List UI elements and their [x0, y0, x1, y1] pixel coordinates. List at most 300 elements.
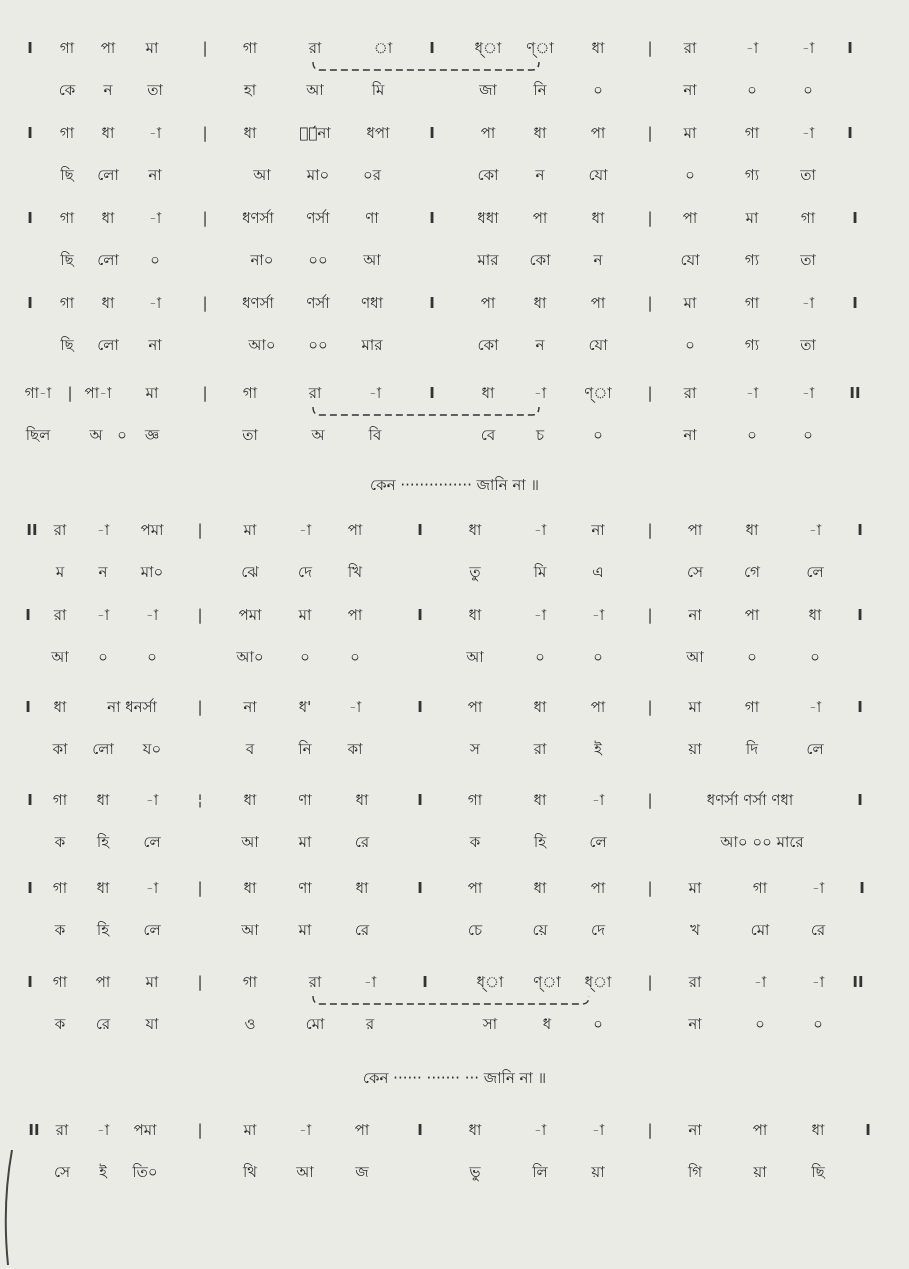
slur-mark [312, 60, 540, 79]
bar-line: | [647, 521, 653, 539]
lyric-syllable: ই [594, 740, 602, 758]
lyric-syllable: ০ [535, 648, 545, 666]
bar-line: | [647, 973, 653, 991]
lyric-syllable: ধ [542, 1015, 552, 1033]
sargam-note: পা [590, 879, 606, 897]
sargam-note: পমা [140, 521, 164, 539]
sargam-note: পা [480, 294, 496, 312]
slur-mark [312, 994, 590, 1013]
sargam-note: মা [683, 294, 697, 312]
lyric-syllable: কো [477, 166, 499, 184]
lyric-syllable: ব [245, 740, 255, 758]
lyric-syllable: আ০ ০০ মারে [720, 833, 804, 851]
refrain-line: কেন ······ ······· ··· জানি না ॥ [362, 1069, 547, 1087]
lyric-syllable: ০ [593, 648, 603, 666]
lyric-syllable: ছি [60, 336, 74, 354]
sargam-note: ধা [591, 209, 605, 227]
sargam-note: ণ্া [533, 973, 561, 991]
lyric-syllable: ০ [685, 166, 695, 184]
lyric-syllable: মো [750, 921, 770, 939]
sargam-note: গা [242, 384, 258, 402]
lyric-syllable: রে [354, 833, 370, 851]
sargam-note: -া [363, 973, 377, 991]
lyric-syllable: ০ [147, 648, 157, 666]
lyric-syllable: কো [529, 251, 551, 269]
lyric-syllable: থি [242, 1163, 258, 1181]
sargam-note: -া [148, 294, 162, 312]
sargam-note: ধা [101, 294, 115, 312]
sargam-note: -া [145, 791, 159, 809]
lyric-syllable: খ [690, 921, 700, 939]
sargam-note: মা [243, 521, 257, 539]
sargam-note: -া [298, 521, 312, 539]
lyric-syllable: না [688, 1015, 702, 1033]
lyric-syllable: না [148, 336, 162, 354]
sargam-note: ণা [365, 209, 379, 227]
lyric-syllable: ০ [150, 251, 160, 269]
lyric-syllable: ০ [685, 336, 695, 354]
sargam-note: -া [348, 698, 362, 716]
sargam-note: ধণর্সা [242, 209, 274, 227]
bar-line: I [27, 973, 33, 991]
sargam-note: রা [55, 1121, 69, 1139]
sargam-note: পমা [238, 606, 262, 624]
lyric-syllable: ন [103, 81, 113, 99]
bar-line: I [27, 791, 33, 809]
bar-line: | [197, 698, 203, 716]
bar-line: I [857, 698, 863, 716]
bar-line: | [647, 606, 653, 624]
lyric-syllable: গে [744, 563, 760, 581]
sargam-note: -া [808, 698, 822, 716]
sargam-note: গা [744, 294, 760, 312]
sargam-note: গা [467, 791, 483, 809]
lyric-syllable: নি [298, 740, 312, 758]
lyric-syllable: ছি [60, 166, 74, 184]
lyric-syllable: বে [480, 426, 496, 444]
lyric-syllable: লে [589, 833, 607, 851]
bar-line: I [847, 124, 853, 142]
bar-line: I [417, 791, 423, 809]
lyric-syllable: লে [806, 563, 824, 581]
bar-line: I [27, 879, 33, 897]
lyric-syllable: ০০ [308, 336, 328, 354]
lyric-syllable: হি [96, 833, 110, 851]
sargam-note: -া [145, 879, 159, 897]
sargam-note: ণ্া [584, 384, 612, 402]
lyric-syllable: ন [535, 336, 545, 354]
sargam-note: সা́না [299, 124, 331, 142]
sargam-note: গা [800, 209, 816, 227]
lyric-syllable: মা০ [140, 563, 164, 581]
sargam-note: ধণর্সা [242, 294, 274, 312]
bar-line: | [197, 521, 203, 539]
lyric-syllable: গ্য [744, 336, 760, 354]
sargam-note: গা [744, 698, 760, 716]
sargam-note: ধা [533, 124, 547, 142]
sargam-note: ধা [808, 606, 822, 624]
lyric-syllable: ক [54, 921, 66, 939]
lyric-syllable: তু [469, 563, 481, 581]
sargam-note: ণর্সা [306, 294, 330, 312]
sargam-note: ধণর্সা ণর্সা ণধা [706, 791, 794, 809]
lyric-syllable: লে [143, 833, 161, 851]
sargam-note: -া [801, 124, 815, 142]
bar-line: | [202, 384, 208, 402]
lyric-syllable: লো [97, 251, 119, 269]
sargam-note: না [688, 1121, 702, 1139]
lyric-syllable: ০ [755, 1015, 765, 1033]
lyric-syllable: আ [306, 81, 324, 99]
sargam-note: ধা [533, 294, 547, 312]
lyric-syllable: ০ [593, 1015, 603, 1033]
sargam-note: পা [467, 698, 483, 716]
refrain-line: কেন ··············· জানি না ॥ [370, 476, 539, 494]
lyric-syllable: আ [363, 251, 381, 269]
sargam-note: -া [801, 39, 815, 57]
sargam-note: -া [808, 521, 822, 539]
bar-line: I [429, 39, 435, 57]
sargam-note: গা [59, 209, 75, 227]
lyric-syllable: হা [243, 81, 257, 99]
lyric-syllable: গ্য [744, 166, 760, 184]
lyric-syllable: য়া [688, 740, 702, 758]
bar-line: I [25, 606, 31, 624]
sargam-note: -া [533, 384, 547, 402]
sargam-note: না ধনর্সা [107, 698, 157, 716]
lyric-syllable: লে [806, 740, 824, 758]
lyric-syllable: তা [800, 166, 816, 184]
lyric-syllable: গ্য [744, 251, 760, 269]
lyric-syllable: হি [533, 833, 547, 851]
lyric-syllable: জ্ঞ [144, 426, 160, 444]
sargam-note: -া [148, 209, 162, 227]
sargam-note: রা [53, 606, 67, 624]
lyric-syllable: না [683, 81, 697, 99]
lyric-syllable: সে [54, 1163, 70, 1181]
lyric-syllable: মা [298, 921, 312, 939]
sargam-note: ণ্া [526, 39, 554, 57]
sargam-note: -া [811, 879, 825, 897]
lyric-syllable: ও [244, 1015, 256, 1033]
bar-line: I [417, 521, 423, 539]
lyric-syllable: স [470, 740, 480, 758]
sargam-note: গা [52, 973, 68, 991]
lyric-syllable: নি [533, 81, 547, 99]
sargam-note: ধা [243, 124, 257, 142]
lyric-syllable: ০ [593, 81, 603, 99]
bar-line: | [197, 1121, 203, 1139]
bar-line: | [647, 1121, 653, 1139]
lyric-syllable: চ [535, 426, 545, 444]
sargam-note: -া [591, 791, 605, 809]
sargam-note: া [373, 39, 393, 57]
lyric-syllable: যা [145, 1015, 159, 1033]
lyric-syllable: ছি [60, 251, 74, 269]
sargam-note: মা [145, 384, 159, 402]
sargam-note: -া [811, 973, 825, 991]
lyric-syllable: কা [347, 740, 363, 758]
sargam-note: রা [688, 973, 702, 991]
sargam-note: রা [308, 973, 322, 991]
lyric-syllable: লো [92, 740, 114, 758]
lyric-syllable: ০ [747, 648, 757, 666]
bar-line: I [429, 384, 435, 402]
sargam-note: মা [688, 879, 702, 897]
lyric-syllable: সা [482, 1015, 498, 1033]
lyric-syllable: ০ [810, 648, 820, 666]
sargam-note: ধা [243, 791, 257, 809]
sargam-note: পমা [133, 1121, 157, 1139]
sargam-note: ধা [101, 124, 115, 142]
sargam-note: -া [96, 521, 110, 539]
bar-line: II [26, 521, 38, 539]
lyric-syllable: লো [97, 336, 119, 354]
sargam-note: ধা [468, 1121, 482, 1139]
bar-line: | [647, 39, 653, 57]
lyric-syllable: য়া [753, 1163, 767, 1181]
lyric-syllable: ই [99, 1163, 107, 1181]
sargam-note: রা [53, 521, 67, 539]
sargam-note: ধা [533, 698, 547, 716]
bar-line: | [202, 209, 208, 227]
bar-line: I [27, 124, 33, 142]
bar-line: | [197, 606, 203, 624]
lyric-syllable: আ [241, 921, 259, 939]
lyric-syllable: কা [52, 740, 68, 758]
bar-line: I [865, 1121, 871, 1139]
lyric-syllable: আ [241, 833, 259, 851]
sargam-note: -া [533, 606, 547, 624]
sargam-note: -া [801, 384, 815, 402]
lyric-syllable: রা [533, 740, 547, 758]
sargam-note: -া [745, 384, 759, 402]
bar-line: | [647, 294, 653, 312]
lyric-syllable: ন [98, 563, 108, 581]
sargam-note: গা [752, 879, 768, 897]
bar-line: I [859, 879, 865, 897]
sargam-note: ধা [745, 521, 759, 539]
sargam-note: পা [480, 124, 496, 142]
binding-curve [0, 1150, 14, 1265]
lyric-syllable: জা [479, 81, 497, 99]
sargam-note: পা [100, 39, 116, 57]
sargam-note: না [688, 606, 702, 624]
lyric-syllable: এ [592, 563, 604, 581]
sargam-note: -া [145, 606, 159, 624]
sargam-note: পা [354, 1121, 370, 1139]
bar-line: | [202, 39, 208, 57]
sargam-note: গা [59, 124, 75, 142]
sargam-note: পা [347, 521, 363, 539]
lyric-syllable: আ [466, 648, 484, 666]
lyric-syllable: ন [593, 251, 603, 269]
lyric-syllable: ০ [803, 426, 813, 444]
bar-line: | [202, 294, 208, 312]
bar-line: I [429, 124, 435, 142]
sargam-note: ধ্া [476, 973, 504, 991]
sargam-note: মা [145, 973, 159, 991]
bar-line: II [849, 384, 861, 402]
sargam-note: -া [96, 606, 110, 624]
sargam-note: ণা [298, 879, 312, 897]
lyric-syllable: ০০ [308, 251, 328, 269]
sargam-note: ধপা [366, 124, 390, 142]
sargam-note: গা [59, 294, 75, 312]
lyric-syllable: ০ [747, 426, 757, 444]
bar-line: | [647, 791, 653, 809]
sargam-note: ধা [243, 879, 257, 897]
lyric-syllable: লি [532, 1163, 548, 1181]
bar-line: I [429, 209, 435, 227]
sargam-note: -া [753, 973, 767, 991]
bar-line: I [417, 698, 423, 716]
lyric-syllable: মি [371, 81, 385, 99]
lyric-syllable: মা০ [306, 166, 330, 184]
slur-mark [312, 405, 540, 424]
lyric-syllable: দে [591, 921, 605, 939]
sargam-note: ধা [355, 879, 369, 897]
lyric-syllable: ঝে [241, 563, 259, 581]
lyric-syllable: ক [54, 1015, 66, 1033]
sargam-note: ধধা [477, 209, 499, 227]
lyric-syllable: মি [533, 563, 547, 581]
lyric-syllable: ন [535, 166, 545, 184]
lyric-syllable: আ [253, 166, 271, 184]
lyric-syllable: অ [89, 426, 103, 444]
bar-line: I [852, 209, 858, 227]
sargam-note: মা [683, 124, 697, 142]
lyric-syllable: তা [147, 81, 163, 99]
bar-line: I [852, 294, 858, 312]
lyric-syllable: ০ [117, 426, 127, 444]
lyric-syllable: কো [477, 336, 499, 354]
bar-line: | [647, 879, 653, 897]
sargam-note: পা [95, 973, 111, 991]
sargam-note: মা [243, 1121, 257, 1139]
bar-line: I [417, 879, 423, 897]
sargam-note: -া [96, 1121, 110, 1139]
bar-line: | [197, 879, 203, 897]
bar-line: | [647, 698, 653, 716]
lyric-syllable: ০ [300, 648, 310, 666]
sargam-note: পা [467, 879, 483, 897]
bar-line: I [27, 294, 33, 312]
sargam-note: -া [533, 1121, 547, 1139]
bar-line: | [197, 973, 203, 991]
lyric-syllable: ছি [811, 1163, 825, 1181]
bar-line: | [647, 124, 653, 142]
lyric-syllable: রে [95, 1015, 111, 1033]
bar-line: I [25, 698, 31, 716]
bar-line: I [422, 973, 428, 991]
bar-line: I [857, 521, 863, 539]
sargam-note: ধা [96, 879, 110, 897]
bar-line: I [847, 39, 853, 57]
sargam-note: পা [590, 124, 606, 142]
sargam-note: ধা [355, 791, 369, 809]
sargam-note: গা [52, 791, 68, 809]
lyric-syllable: ম [55, 563, 65, 581]
lyric-syllable: চে [467, 921, 483, 939]
lyric-syllable: ০র [362, 166, 382, 184]
sargam-note: পা [752, 1121, 768, 1139]
bar-line: I [429, 294, 435, 312]
lyric-syllable: না০ [250, 251, 274, 269]
lyric-syllable: কে [58, 81, 76, 99]
sargam-note: ধা [533, 879, 547, 897]
sargam-note: ধা [101, 209, 115, 227]
sargam-note: গা-া [24, 384, 52, 402]
lyric-syllable: য়ে [532, 921, 548, 939]
lyric-syllable: আ [686, 648, 704, 666]
lyric-syllable: হি [96, 921, 110, 939]
lyric-syllable: আ০ [236, 648, 264, 666]
lyric-syllable: তা [242, 426, 258, 444]
sargam-note: পা [590, 294, 606, 312]
sargam-note: রা [308, 384, 322, 402]
lyric-syllable: আ০ [248, 336, 276, 354]
bar-line: I [857, 606, 863, 624]
sargam-note: পা [590, 698, 606, 716]
lyric-syllable: যো [680, 251, 700, 269]
lyric-syllable: ০ [803, 81, 813, 99]
sargam-note: ধা [811, 1121, 825, 1139]
sargam-note: না [243, 698, 257, 716]
lyric-syllable: আ [296, 1163, 314, 1181]
lyric-syllable: মা [298, 833, 312, 851]
sargam-note: পা [682, 209, 698, 227]
lyric-syllable: যো [588, 336, 608, 354]
sargam-note: ধা [53, 698, 67, 716]
sargam-note: ণর্সা [306, 209, 330, 227]
sargam-note: রা [308, 39, 322, 57]
lyric-syllable: লে [143, 921, 161, 939]
bar-line: II [852, 973, 864, 991]
lyric-syllable: লো [97, 166, 119, 184]
lyric-syllable: ০ [98, 648, 108, 666]
sargam-note: পা [744, 606, 760, 624]
lyric-syllable: ক [54, 833, 66, 851]
sargam-note: ণধা [361, 294, 383, 312]
bar-line: ¦ [197, 791, 203, 809]
lyric-syllable: ০ [813, 1015, 823, 1033]
sargam-note: না [591, 521, 605, 539]
sargam-note: মা [745, 209, 759, 227]
lyric-syllable: মার [361, 336, 383, 354]
sargam-note: গা [52, 879, 68, 897]
bar-line: | [647, 384, 653, 402]
bar-line: I [27, 39, 33, 57]
sargam-note: পা-া [84, 384, 112, 402]
lyric-syllable: খি [347, 563, 363, 581]
lyric-syllable: আ [51, 648, 69, 666]
lyric-syllable: য০ [142, 740, 162, 758]
sargam-note: ধ্া [584, 973, 612, 991]
sargam-note: মা [145, 39, 159, 57]
bar-line: I [417, 606, 423, 624]
lyric-syllable: জ [355, 1163, 369, 1181]
sargam-note: পা [687, 521, 703, 539]
lyric-syllable: য়া [591, 1163, 605, 1181]
lyric-syllable: অ [311, 426, 325, 444]
sargam-note: ধ' [298, 698, 312, 716]
lyric-syllable: ছিল [25, 426, 51, 444]
sargam-note: ধা [468, 606, 482, 624]
sargam-note: গা [59, 39, 75, 57]
sargam-note: পা [347, 606, 363, 624]
sargam-note: ধ্া [474, 39, 502, 57]
